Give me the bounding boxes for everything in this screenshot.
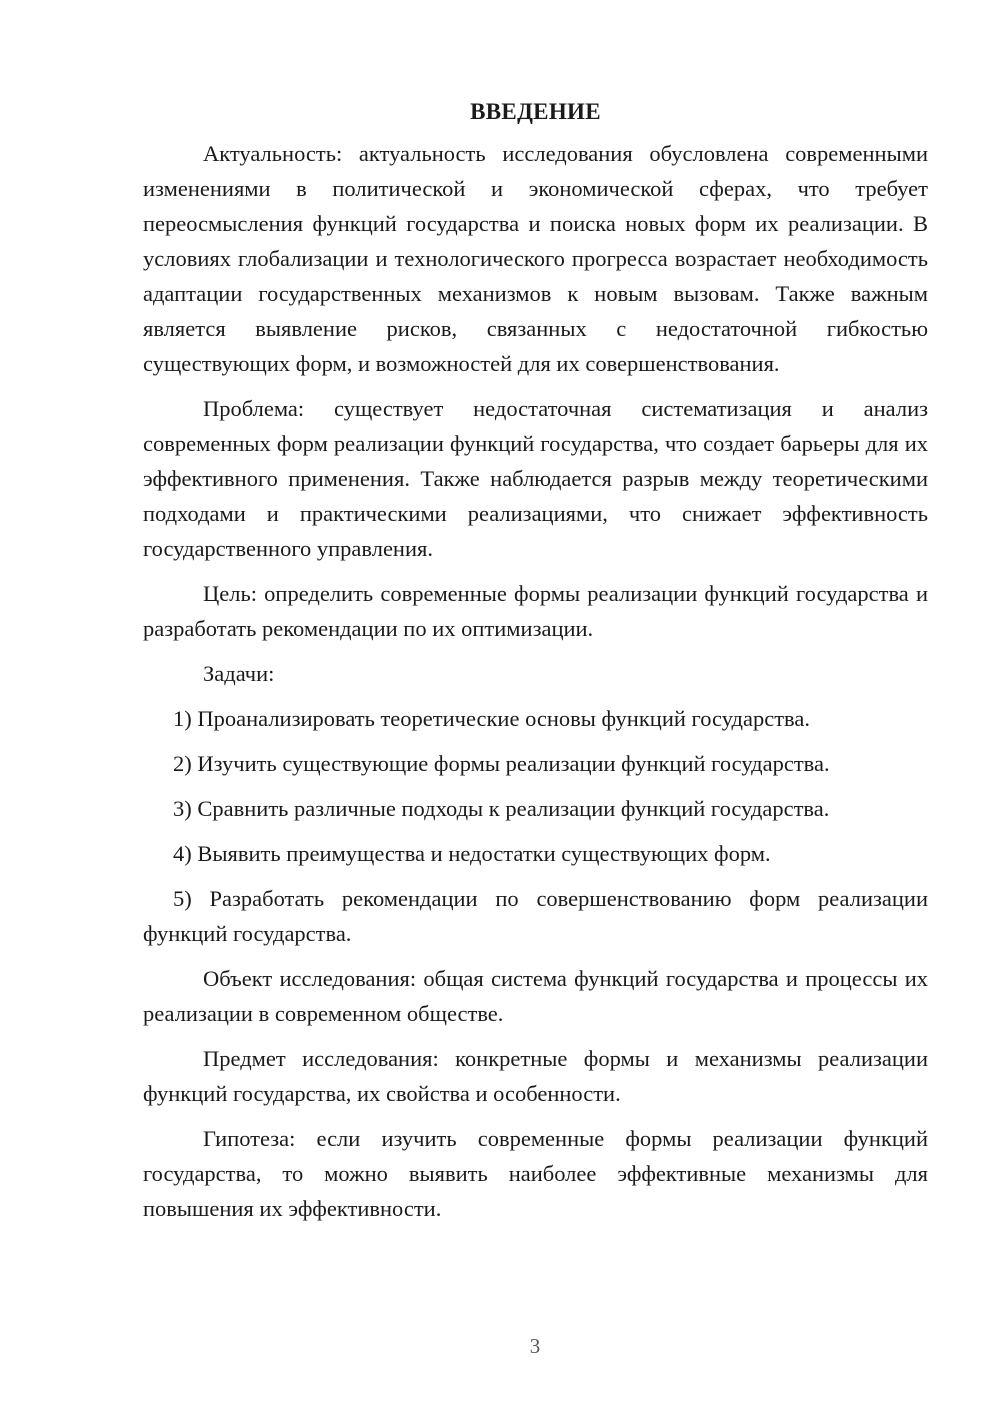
task-item-2: 2) Изучить существующие формы реализации функций государства. xyxy=(173,751,830,776)
problem-paragraph: Проблема: существует недостаточная систематизация и анализ современных форм реализации функций государства, что создает барьеры для их эффективного применения. Также наблюдается разрыв между теоретическими подходами и практическими реализациями, что снижает эффективность государственного управления. xyxy=(143,396,928,561)
task-item-5: 5) Разработать рекомендации по совершенствованию форм реализации функций государства. xyxy=(143,886,928,946)
subject-paragraph: Предмет исследования: конкретные формы и механизмы реализации функций государства, их свойства и особенности. xyxy=(143,1046,928,1106)
tasks-label: Задачи: xyxy=(203,661,275,686)
object-paragraph: Объект исследования: общая система функций государства и процессы их реализации в современном обществе. xyxy=(143,966,928,1026)
hypothesis-paragraph: Гипотеза: если изучить современные формы реализации функций государства, то можно выявить наиболее эффективные механизмы для повышения их эффективности. xyxy=(143,1126,928,1221)
task-item-4: 4) Выявить преимущества и недостатки существующих форм. xyxy=(173,841,771,866)
page-content xyxy=(143,94,928,1236)
page-number: 3 xyxy=(529,1334,541,1358)
task-item-3: 3) Сравнить различные подходы к реализации функций государства. xyxy=(173,796,830,821)
task-item-1: 1) Проанализировать теоретические основы функций государства. xyxy=(173,706,810,731)
section-heading: ВВЕДЕНИЕ xyxy=(470,99,601,124)
goal-paragraph: Цель: определить современные формы реализации функций государства и разработать рекомендации по их оптимизации. xyxy=(143,581,928,641)
relevance-paragraph: Актуальность: актуальность исследования обусловлена современными изменениями в политической и экономической сферах, что требует переосмысления функций государства и поиска новых форм их реализации. В условиях глобализации и технологического прогресса возрастает необходимость адаптации государственных механизмов к новым вызовам. Также важным является выявление рисков, связанных с недостаточной гибкостью существующих форм, и возможностей для их совершенствования. xyxy=(143,141,928,376)
